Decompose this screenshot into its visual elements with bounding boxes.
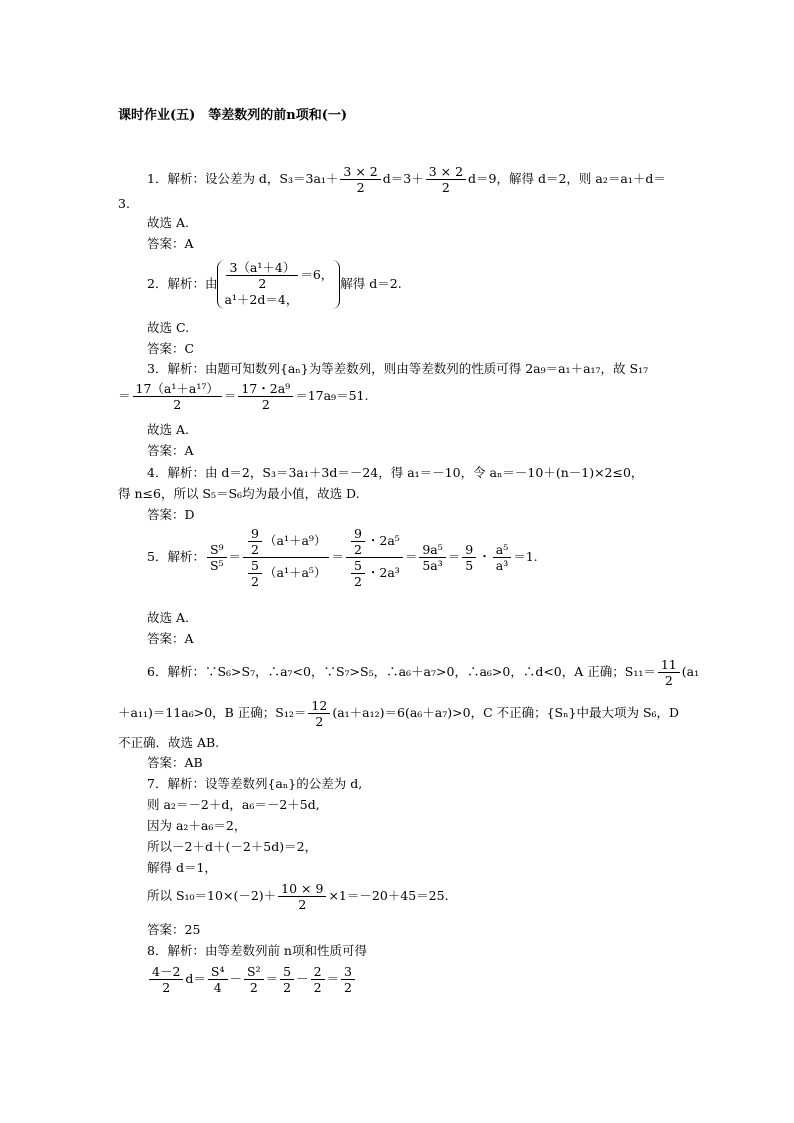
denominator: 2 [344, 980, 352, 995]
denominator: 2 [261, 397, 270, 412]
system-row: a¹＋2d＝4， [224, 292, 299, 307]
solution-5-choice: 故选 A. [147, 610, 189, 625]
text-span: ・2a⁵ [366, 533, 400, 548]
fraction [244, 964, 264, 995]
text-span: （a¹＋a⁵） [264, 565, 327, 580]
fraction [207, 542, 227, 573]
solution-6-line-3: 不正确．故选 AB. [118, 735, 220, 750]
denominator: 2 [283, 980, 292, 995]
numerator [346, 526, 403, 558]
text-span: ＝ [223, 388, 237, 403]
denominator: 2 [173, 397, 182, 412]
answer-4: 答案：D [147, 507, 195, 522]
denominator: 5a³ [422, 558, 443, 573]
solution-1-choice: 故选 A. [147, 215, 189, 230]
numerator: 10 × 9 [278, 881, 326, 897]
text-span: 5．解析： [147, 549, 205, 564]
text-span: 1．解析：设公差为 d，S₃＝3a₁＋ [147, 171, 339, 186]
fraction [226, 260, 298, 291]
denominator: 5 [465, 558, 474, 573]
system-row [224, 260, 333, 291]
page-title: 课时作业(五) 等差数列的前n项和(一) [118, 108, 348, 123]
text-span: ＝ [326, 971, 340, 986]
fraction [311, 964, 325, 995]
compound-fraction [346, 526, 403, 589]
solution-7-line-1: 7．解析：设等差数列{aₙ}的公差为 d, [147, 776, 363, 791]
answer-2: 答案：C [147, 341, 195, 356]
fraction [351, 558, 365, 589]
fraction [340, 164, 380, 195]
numerator: 5 [280, 964, 294, 980]
solution-1-line-2: 3. [118, 196, 130, 211]
denominator: 2 [251, 542, 259, 557]
solution-4-line-1: 4．解析：由 d＝2，S₃＝3a₁＋3d＝－24，得 a₁＝－10，令 aₙ＝－10＋(n－1)×2≤0， [147, 465, 644, 480]
solution-3-line-1: 3．解析：由题可知数列{aₙ}为等差数列，则由等差数列的性质可得 2a₉＝a₁＋a₁₇，故 S₁₇ [147, 361, 649, 376]
denominator: 2 [249, 980, 258, 995]
denominator: S⁵ [209, 558, 224, 573]
text-span: 解得 d＝2. [340, 276, 402, 291]
denominator: 4 [213, 980, 222, 995]
fraction [133, 381, 222, 412]
solution-6-line-1 [147, 657, 699, 688]
numerator: 4－2 [149, 964, 183, 980]
numerator: 17（a¹＋a¹⁷） [133, 381, 222, 397]
text-span: d＝ [185, 971, 206, 986]
text-span: (a₁ [681, 664, 700, 679]
text-span: ＝ [447, 549, 461, 564]
numerator: S² [244, 964, 264, 980]
fraction [238, 381, 293, 412]
text-span: ＝ [331, 549, 344, 564]
numerator: a⁵ [493, 542, 511, 558]
equation-system [217, 260, 340, 309]
text-span: － [229, 971, 243, 986]
fraction [351, 526, 365, 557]
solution-8-line-2 [147, 964, 357, 995]
denominator: 2 [251, 574, 259, 589]
numerator: 9 [248, 526, 262, 542]
fraction [248, 526, 262, 557]
fraction [658, 657, 680, 688]
solution-5-line-1 [147, 526, 538, 589]
answer-7: 答案：25 [147, 922, 201, 937]
solution-1-line-1 [147, 164, 666, 195]
compound-fraction [243, 526, 329, 589]
text-span: ＝17a₉＝51. [295, 388, 369, 403]
answer-5: 答案：A [147, 631, 194, 646]
denominator: 2 [315, 714, 324, 729]
fraction [308, 698, 330, 729]
answer-1: 答案：A [147, 236, 194, 251]
denominator: 2 [441, 180, 450, 195]
text-span: d＝9，解得 d＝2，则 a₂＝a₁＋d＝ [468, 171, 666, 186]
text-span: ×1＝－20＋45＝25. [328, 888, 449, 903]
denominator: a³ [495, 558, 509, 573]
denominator: 2 [664, 673, 673, 688]
text-span: d＝3＋ [382, 171, 424, 186]
fraction [426, 164, 466, 195]
denominator: 2 [162, 980, 171, 995]
solution-3-choice: 故选 A. [147, 422, 189, 437]
solution-7-line-5: 解得 d＝1， [147, 860, 217, 875]
denominator: 2 [258, 276, 267, 291]
numerator: S⁹ [207, 542, 227, 558]
fraction [493, 542, 511, 573]
text-span: ＝ [404, 549, 418, 564]
numerator: 3 × 2 [426, 164, 466, 180]
text-span: （a¹＋a⁹） [264, 533, 327, 548]
solution-7-line-6 [147, 881, 449, 912]
text-span: (a₁＋a₁₂)＝6(a₆＋a₇)>0，C 不正确；{Sₙ}中最大项为 S₆，D [332, 705, 680, 720]
text-span: 6．解析：∵S₆>S₇，∴a₇<0，∵S₇>S₅，∴a₆＋a₇>0，∴a₆>0，∴d<0，A 正确；S₁₁＝ [147, 664, 656, 679]
denominator [346, 558, 403, 589]
solution-7-line-4: 所以－2＋d＋(－2＋5d)＝2， [147, 839, 318, 854]
text-span: － [296, 971, 309, 986]
fraction [278, 881, 326, 912]
solution-8-line-1: 8．解析：由等差数列前 n项和性质可得 [147, 943, 367, 958]
numerator: 9 [351, 526, 365, 542]
text-span: ＝ [228, 549, 242, 564]
fraction [462, 542, 476, 573]
text-span: ＝ [265, 971, 279, 986]
text-span: ＋a₁₁)＝11a₆>0，B 正确；S₁₂＝ [118, 705, 307, 720]
solution-3-line-2 [118, 381, 368, 412]
fraction [208, 964, 228, 995]
text-span: ＝ [118, 388, 131, 403]
solution-6-line-2 [118, 698, 679, 729]
numerator: 3（a¹＋4） [226, 260, 298, 276]
denominator: 2 [313, 980, 322, 995]
solution-2-choice: 故选 C. [147, 320, 190, 335]
numerator: 3 × 2 [340, 164, 380, 180]
numerator: 11 [658, 657, 680, 673]
denominator [243, 558, 329, 589]
text-span: ＝6， [300, 267, 334, 282]
text-span: ・2a³ [366, 565, 400, 580]
numerator: 12 [308, 698, 330, 714]
fraction [248, 558, 262, 589]
denominator: 2 [353, 542, 362, 557]
answer-6: 答案：AB [147, 755, 203, 770]
numerator: 3 [341, 964, 355, 980]
denominator: 2 [356, 180, 365, 195]
solution-4-line-2: 得 n≤6，所以 S₅＝S₆均为最小值，故选 D. [118, 486, 360, 501]
numerator: 5 [248, 558, 262, 574]
answer-3: 答案：A [147, 443, 194, 458]
denominator: 2 [353, 574, 362, 589]
fraction [341, 964, 355, 995]
fraction [280, 964, 294, 995]
numerator: S⁴ [208, 964, 228, 980]
text-span: ＝1. [513, 549, 538, 564]
numerator: 5 [351, 558, 365, 574]
numerator: 9 [462, 542, 476, 558]
text-span: 2．解析：由 [147, 276, 218, 291]
solution-2-line-1 [147, 260, 402, 309]
fraction [419, 542, 445, 573]
numerator: 2 [311, 964, 325, 980]
text-span: ・ [478, 549, 491, 564]
fraction [149, 964, 183, 995]
denominator: 2 [298, 897, 307, 912]
numerator [243, 526, 329, 558]
solution-7-line-3: 因为 a₂＋a₆＝2， [147, 818, 247, 833]
solution-7-line-2: 则 a₂＝－2＋d，a₆＝－2＋5d, [147, 797, 320, 812]
text-span: 所以 S₁₀＝10×(－2)＋ [147, 888, 277, 903]
numerator: 9a⁵ [419, 542, 445, 558]
numerator: 17・2a⁹ [238, 381, 293, 397]
